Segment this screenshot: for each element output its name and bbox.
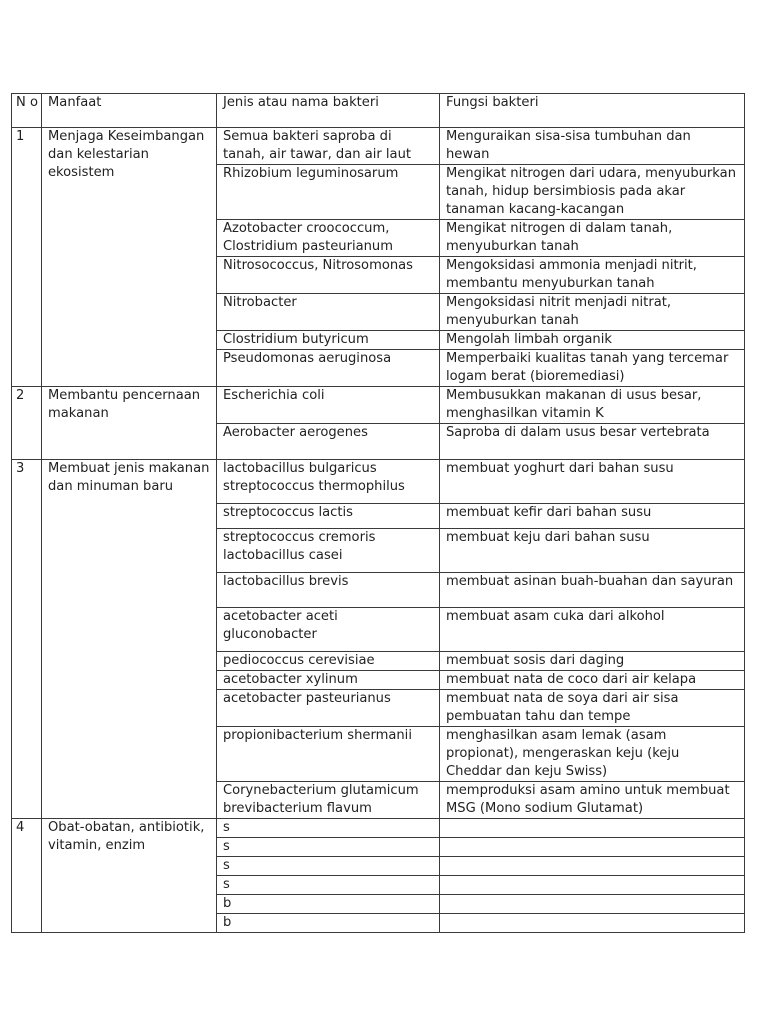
- bacteria-function: Saproba di dalam usus besar vertebrata: [440, 424, 745, 460]
- bacteria-name: s: [217, 819, 440, 838]
- bacteria-name: b: [217, 895, 440, 914]
- table-row: [12, 387, 745, 424]
- bacteria-name: s: [217, 876, 440, 895]
- bacteria-function: [440, 838, 745, 857]
- bacteria-name: lactobacillus bulgaricus streptococcus thermophilus: [217, 460, 440, 504]
- bacteria-function: membuat asinan buah-buahan dan sayuran: [440, 573, 745, 608]
- bacteria-function: menghasilkan asam lemak (asam propionat), mengeraskan keju (keju Cheddar dan keju Swiss): [440, 727, 745, 782]
- header-manfaat: Manfaat: [42, 94, 217, 128]
- group-manfaat: Menjaga Keseimbangan dan kelestarian ekosistem: [42, 128, 217, 387]
- bacteria-name: s: [217, 838, 440, 857]
- bacteria-name: acetobacter xylinum: [217, 671, 440, 690]
- bacteria-name: b: [217, 914, 440, 933]
- bacteria-name: Pseudomonas aeruginosa: [217, 350, 440, 387]
- bacteria-name: streptococcus lactis: [217, 504, 440, 529]
- bacteria-name: Escherichia coli: [217, 387, 440, 424]
- group-manfaat: Membantu pencernaan makanan: [42, 387, 217, 460]
- group-manfaat: Membuat jenis makanan dan minuman baru: [42, 460, 217, 819]
- group-number: 2: [12, 387, 42, 460]
- table-row: [12, 128, 745, 165]
- bacteria-name: pediococcus cerevisiae: [217, 652, 440, 671]
- bacteria-name: Corynebacterium glutamicum brevibacterium flavum: [217, 782, 440, 819]
- bacteria-name: Nitrobacter: [217, 294, 440, 331]
- bacteria-name: Clostridium butyricum: [217, 331, 440, 350]
- bacteria-name: Aerobacter aerogenes: [217, 424, 440, 460]
- table-row: [12, 819, 745, 838]
- bacteria-function: Memperbaiki kualitas tanah yang tercemar logam berat (bioremediasi): [440, 350, 745, 387]
- header-no: N o: [12, 94, 42, 128]
- bacteria-name: s: [217, 857, 440, 876]
- header-jenis: Jenis atau nama bakteri: [217, 94, 440, 128]
- bacteria-benefits-table: [11, 93, 745, 933]
- group-number: 1: [12, 128, 42, 387]
- bacteria-function: [440, 857, 745, 876]
- bacteria-function: Mengoksidasi ammonia menjadi nitrit, membantu menyuburkan tanah: [440, 257, 745, 294]
- bacteria-function: membuat sosis dari daging: [440, 652, 745, 671]
- bacteria-name: acetobacter pasteurianus: [217, 690, 440, 727]
- table-header-row: [12, 94, 745, 128]
- bacteria-function: [440, 819, 745, 838]
- bacteria-function: [440, 914, 745, 933]
- bacteria-name: streptococcus cremoris lactobacillus casei: [217, 529, 440, 573]
- group-number: 3: [12, 460, 42, 819]
- bacteria-name: Azotobacter croococcum, Clostridium pasteurianum: [217, 220, 440, 257]
- bacteria-function: [440, 895, 745, 914]
- bacteria-function: [440, 876, 745, 895]
- bacteria-name: lactobacillus brevis: [217, 573, 440, 608]
- bacteria-function: membuat asam cuka dari alkohol: [440, 608, 745, 652]
- bacteria-function: Mengikat nitrogen dari udara, menyuburkan tanah, hidup bersimbiosis pada akar tanaman kacang-kacangan: [440, 165, 745, 220]
- header-fungsi: Fungsi bakteri: [440, 94, 745, 128]
- bacteria-name: Nitrosococcus, Nitrosomonas: [217, 257, 440, 294]
- bacteria-name: acetobacter aceti gluconobacter: [217, 608, 440, 652]
- group-number: 4: [12, 819, 42, 933]
- bacteria-name: Semua bakteri saproba di tanah, air tawar, dan air laut: [217, 128, 440, 165]
- bacteria-function: Mengikat nitrogen di dalam tanah, menyuburkan tanah: [440, 220, 745, 257]
- bacteria-function: Mengoksidasi nitrit menjadi nitrat, menyuburkan tanah: [440, 294, 745, 331]
- table-row: [12, 460, 745, 504]
- bacteria-function: membuat kefir dari bahan susu: [440, 504, 745, 529]
- bacteria-function: membuat nata de coco dari air kelapa: [440, 671, 745, 690]
- bacteria-function: Membusukkan makanan di usus besar, menghasilkan vitamin K: [440, 387, 745, 424]
- bacteria-function: Mengolah limbah organik: [440, 331, 745, 350]
- bacteria-name: Rhizobium leguminosarum: [217, 165, 440, 220]
- group-manfaat: Obat-obatan, antibiotik, vitamin, enzim: [42, 819, 217, 933]
- bacteria-function: membuat nata de soya dari air sisa pembuatan tahu dan tempe: [440, 690, 745, 727]
- bacteria-function: membuat keju dari bahan susu: [440, 529, 745, 573]
- bacteria-name: propionibacterium shermanii: [217, 727, 440, 782]
- bacteria-function: membuat yoghurt dari bahan susu: [440, 460, 745, 504]
- bacteria-function: Menguraikan sisa-sisa tumbuhan dan hewan: [440, 128, 745, 165]
- bacteria-function: memproduksi asam amino untuk membuat MSG (Mono sodium Glutamat): [440, 782, 745, 819]
